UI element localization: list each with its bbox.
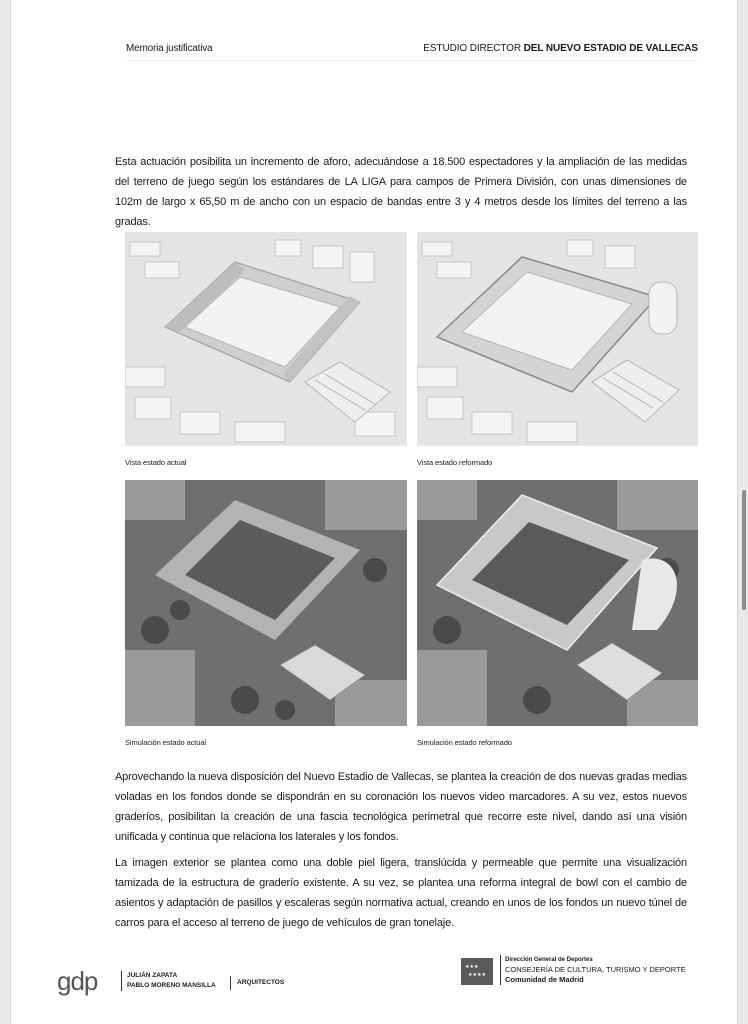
- cm-line-2: CONSEJERÍA DE CULTURA, TURISMO Y DEPORTE: [505, 965, 686, 974]
- comunidad-madrid-block: [500, 955, 686, 985]
- intro-paragraph: Esta actuación posibilita un incremento de aforo, adecuándose a 18.500 espectadores y la ampliación de las medidas del terreno de juego según los estándares de LA LIGA para campos de Primera División, con unas dimensiones de 102m de largo x 65,50 m de ancho con un espacio de bandas entre 3 y 4 metros desde los límites del terreno a las gradas.: [115, 156, 687, 228]
- header-right-bold: DEL NUEVO ESTADIO DE VALLECAS: [523, 43, 698, 54]
- header-divider: [126, 60, 698, 61]
- body-paragraph-2: Aprovechando la nueva disposición del Nuevo Estadio de Vallecas, se plantea la creación de dos nuevas gradas medias voladas en los fondos donde se dispondrán en su coronación los nuevos video marcadores. A su vez, estos nuevos graderíos, posibilitan la creación de una fascia tecnológica perimetral que recorre este nivel, dando así una visión unificada y continua que relaciona los laterales y los fondos.: [115, 771, 687, 843]
- render-reformed-view: [417, 232, 698, 446]
- cm-line-1: Dirección General de Deportes: [505, 957, 593, 963]
- caption-current-view: Vista estado actual: [125, 458, 187, 467]
- aerial-current-simulation: [125, 480, 407, 726]
- architect-names: [121, 971, 216, 991]
- caption-reformed-view: Vista estado reformado: [417, 458, 493, 467]
- architect-name-1: JULIÁN ZAPATA: [127, 972, 178, 979]
- header-right: [423, 43, 698, 54]
- aerial-reformed-simulation: [417, 480, 698, 726]
- firm-label: ARQUITECTOS: [230, 976, 284, 990]
- gdp-logo: gdp: [57, 966, 98, 996]
- body-paragraph-3: La imagen exterior se plantea como una doble piel ligera, translúcida y permeable que permite una visualización tamizada de la estructura de graderío existente. A su vez, se plantea una reforma integral de bowl con el cambio de asientos y adaptación de pasillos y escaleras según normativa actual, creando en unos de los fondos un nuevo túnel de carros para el acceso al terreno de juego de vehículos de gran tonelaje.: [115, 857, 687, 929]
- scrollbar-thumb[interactable]: [742, 490, 746, 610]
- architect-name-2: PABLO MORENO MANSILLA: [127, 982, 216, 989]
- caption-reformed-simulation: Simulación estado reformado: [417, 738, 512, 747]
- header-left: Memoria justificativa: [126, 43, 213, 54]
- comunidad-madrid-flag-icon: ★★★ ★★★★: [461, 958, 493, 985]
- caption-current-simulation: Simulación estado actual: [125, 738, 206, 747]
- header-right-plain: ESTUDIO DIRECTOR: [423, 43, 524, 54]
- render-current-view: [125, 232, 407, 446]
- cm-line-3: Comunidad de Madrid: [505, 975, 584, 984]
